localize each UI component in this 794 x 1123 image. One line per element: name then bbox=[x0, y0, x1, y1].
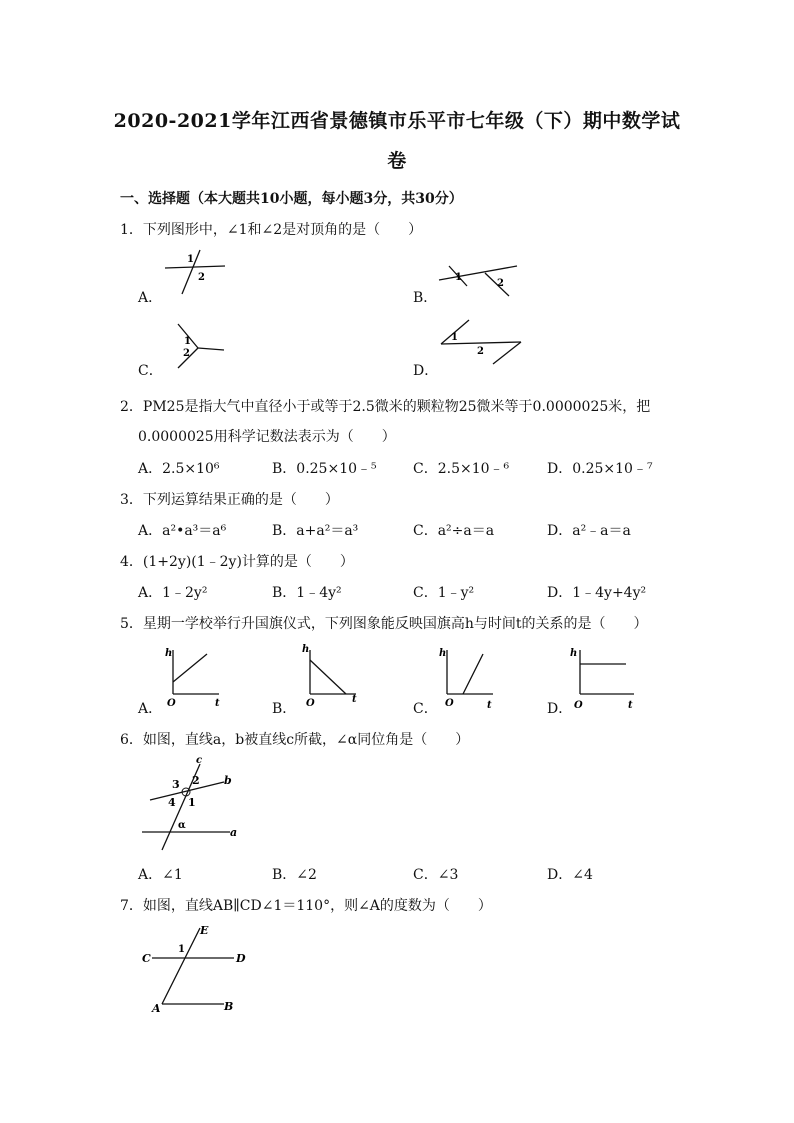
q5b-t: t bbox=[352, 694, 357, 705]
q1a-label-1: 1 bbox=[187, 254, 194, 265]
q3-option-d: D．a²﹣a＝a bbox=[547, 523, 631, 539]
q1-option-a: A． bbox=[138, 290, 163, 306]
q1-figure-c bbox=[172, 320, 232, 372]
q5c-t: t bbox=[487, 700, 492, 711]
page-title: 2020-2021学年江西省景德镇市乐平市七年级（下）期中数学试 bbox=[113, 110, 681, 132]
q1c-label-1: 1 bbox=[184, 336, 191, 347]
q6-label-3: 3 bbox=[172, 778, 180, 791]
q3-option-a: A．a²•a³＝a⁶ bbox=[138, 523, 227, 539]
q5-graph-d bbox=[570, 644, 640, 710]
q4-option-a: A．1﹣2y² bbox=[138, 585, 208, 601]
q5-graph-a bbox=[163, 644, 225, 708]
q1-option-d: D． bbox=[413, 363, 439, 379]
q7-label-D: D bbox=[236, 952, 246, 965]
q7-label-1: 1 bbox=[178, 944, 185, 955]
q1b-label-2: 2 bbox=[497, 278, 504, 289]
q5-option-c: C． bbox=[413, 701, 438, 717]
q2-option-b: B．0.25×10﹣⁵ bbox=[272, 461, 377, 477]
q2-option-a: A．2.5×10⁶ bbox=[138, 461, 220, 477]
q5a-t: t bbox=[215, 698, 220, 709]
q5-option-a: A． bbox=[138, 701, 163, 717]
q1-figure-a bbox=[160, 248, 230, 298]
q6-label-a: a bbox=[230, 826, 238, 839]
q5b-o: O bbox=[306, 698, 315, 709]
question-4-stem: 4．(1+2y)(1﹣2y)计算的是（ ） bbox=[120, 554, 354, 570]
q5-option-b: B． bbox=[272, 701, 297, 717]
q6-label-alpha: α bbox=[178, 820, 186, 831]
question-6-stem: 6．如图，直线a，b被直线c所截，∠α同位角是（ ） bbox=[120, 732, 470, 748]
q6-option-d: D．∠4 bbox=[547, 867, 593, 883]
q1c-label-2: 2 bbox=[183, 348, 190, 359]
q5d-h: h bbox=[570, 648, 578, 659]
q7-label-A: A bbox=[152, 1002, 161, 1015]
q5-option-d: D． bbox=[547, 701, 573, 717]
q1-option-c: C． bbox=[138, 363, 163, 379]
q6-label-c: c bbox=[196, 755, 203, 766]
q1d-label-2: 2 bbox=[477, 346, 484, 357]
q4-option-c: C．1﹣y² bbox=[413, 585, 475, 601]
q2-option-d: D．0.25×10﹣⁷ bbox=[547, 461, 653, 477]
q5a-o: O bbox=[167, 698, 176, 709]
question-5-stem: 5．星期一学校举行升国旗仪式，下列图象能反映国旗高h与时间t的关系的是（ ） bbox=[120, 616, 648, 632]
question-1-stem: 1．下列图形中，∠1和∠2是对顶角的是（ ） bbox=[120, 222, 423, 238]
q6-option-b: B．∠2 bbox=[272, 867, 317, 883]
q5b-h: h bbox=[302, 644, 310, 655]
q7-label-C: C bbox=[142, 952, 151, 965]
q5d-t: t bbox=[628, 700, 633, 711]
q7-label-B: B bbox=[224, 1000, 234, 1013]
q6-figure bbox=[138, 754, 248, 854]
q4-option-d: D．1﹣4y+4y² bbox=[547, 585, 647, 601]
question-3-stem: 3．下列运算结果正确的是（ ） bbox=[120, 492, 339, 508]
q3-option-c: C．a²÷a＝a bbox=[413, 523, 495, 539]
q5c-h: h bbox=[439, 648, 447, 659]
q6-label-1: 1 bbox=[188, 796, 196, 809]
q1-figure-d bbox=[437, 318, 527, 368]
q5d-o: O bbox=[574, 700, 583, 711]
q3-option-b: B．a+a²＝a³ bbox=[272, 523, 359, 539]
section-header: 一、选择题（本大题共10小题，每小题3分，共30分） bbox=[120, 191, 463, 207]
q4-option-b: B．1﹣4y² bbox=[272, 585, 342, 601]
q1b-label-1: 1 bbox=[455, 272, 462, 283]
question-2-stem: 2．PM25是指大气中直径小于或等于2.5微米的颗粒物25微米等于0.0000025米，把 bbox=[120, 399, 651, 415]
q6-option-a: A．∠1 bbox=[138, 867, 183, 883]
q7-label-E: E bbox=[200, 924, 209, 937]
q6-label-2: 2 bbox=[192, 774, 200, 787]
q6-label-4: 4 bbox=[168, 796, 176, 809]
q2-option-c: C．2.5×10﹣⁶ bbox=[413, 461, 510, 477]
question-7-stem: 7．如图，直线AB∥CD∠1＝110°，则∠A的度数为（ ） bbox=[120, 898, 492, 914]
q5a-h: h bbox=[165, 648, 173, 659]
q5-graph-b bbox=[300, 642, 362, 708]
q1-figure-b bbox=[437, 258, 522, 303]
q5-graph-c bbox=[437, 644, 499, 710]
q6-label-b: b bbox=[224, 774, 232, 787]
question-2-stem-cont: 0.0000025用科学记数法表示为（ ） bbox=[138, 429, 396, 445]
q1-option-b: B． bbox=[413, 290, 438, 306]
q1a-label-2: 2 bbox=[198, 272, 205, 283]
q6-option-c: C．∠3 bbox=[413, 867, 459, 883]
q5c-o: O bbox=[445, 698, 454, 709]
q7-figure bbox=[138, 922, 258, 1018]
page-title-line2: 卷 bbox=[387, 150, 407, 172]
q1d-label-1: 1 bbox=[451, 332, 458, 343]
